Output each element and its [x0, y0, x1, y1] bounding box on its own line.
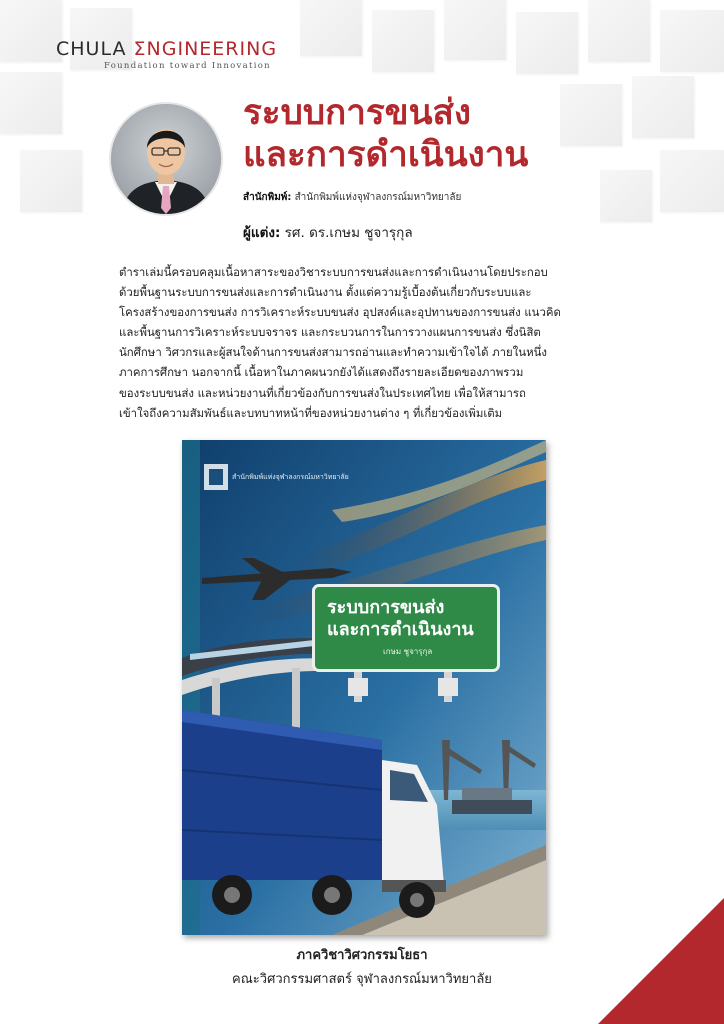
- description-line: ของระบบขนส่ง และหน่วยงานที่เกี่ยวข้องกับการขนส่งในประเทศไทย เพื่อให้สามารถ: [119, 385, 526, 400]
- author-portrait-image: [111, 104, 221, 214]
- chula-engineering-logo: [56, 38, 277, 71]
- logo-sigma-e: Σ: [133, 38, 147, 60]
- book-cover: [182, 440, 546, 935]
- description-line: ด้วยพื้นฐานระบบการขนส่งและการดำเนินงาน ตั้งแต่ความรู้เบื้องต้นเกี่ยวกับระบบและ: [119, 285, 532, 300]
- logo-chula: CHULA: [56, 38, 134, 60]
- book-cover-artwork: [182, 440, 546, 935]
- author-label: ผู้แต่ง:: [243, 225, 281, 241]
- cover-title-line2: และการดำเนินงาน: [327, 619, 474, 640]
- author-photo: [111, 104, 221, 214]
- corner-triangle-decoration: [598, 898, 724, 1024]
- author-info: [243, 221, 413, 243]
- logo-wordmark: [56, 38, 277, 60]
- description-line: ตำราเล่มนี้ครอบคลุมเนื้อหาสาระของวิชาระบบการขนส่งและการดำเนินงานโดยประกอบ: [119, 265, 548, 279]
- description-line: ภาคการศึกษา นอกจากนี้ เนื้อหาในภาคผนวกยังได้แสดงถึงรายละเอียดของภาพรวม: [119, 365, 524, 380]
- book-title-line1: ระบบการขนส่ง: [243, 93, 471, 133]
- author-name: รศ. ดร.เกษม ชูจารุกุล: [284, 225, 413, 241]
- cover-publisher-line: สำนักพิมพ์แห่งจุฬาลงกรณ์มหาวิทยาลัย: [232, 473, 349, 481]
- description-line: โครงสร้างของการขนส่ง การวิเคราะห์ระบบขนส่ง อุปสงค์และอุปทานของการขนส่ง แนวคิด: [119, 305, 561, 320]
- description-line: นักศึกษา วิศวกรและผู้สนใจด้านการขนส่งสามารถอ่านและทำความเข้าใจได้ ภายในหนึ่ง: [119, 345, 547, 360]
- logo-engineering: NGINEERING: [146, 38, 278, 60]
- publisher-label: สำนักพิมพ์:: [243, 192, 292, 203]
- cover-title-line1: ระบบการขนส่ง: [327, 597, 445, 618]
- publisher-info: [243, 190, 461, 205]
- logo-tagline: Foundation toward Innovation: [104, 61, 271, 71]
- publisher-name: สำนักพิมพ์แห่งจุฬาลงกรณ์มหาวิทยาลัย: [294, 192, 462, 203]
- description-line: และพื้นฐานการวิเคราะห์ระบบจราจร และกระบวนการในการวางแผนการขนส่ง ซึ่งนิสิต: [119, 325, 541, 340]
- book-title: [243, 92, 683, 176]
- book-description: [119, 262, 619, 423]
- cover-author: เกษม ชูจารุกุล: [383, 647, 433, 656]
- cover-road-sign: [312, 584, 500, 672]
- book-title-line2: และการดำเนินงาน: [243, 135, 529, 175]
- department-name: ภาควิชาวิศวกรรมโยธา: [296, 948, 428, 963]
- faculty-name: คณะวิศวกรรมศาสตร์ จุฬาลงกรณ์มหาวิทยาลัย: [232, 972, 492, 987]
- description-line: เข้าใจถึงความสัมพันธ์และบทบาทหน้าที่ของหน่วยงานต่าง ๆ ที่เกี่ยวข้องเพิ่มเติม: [119, 405, 503, 420]
